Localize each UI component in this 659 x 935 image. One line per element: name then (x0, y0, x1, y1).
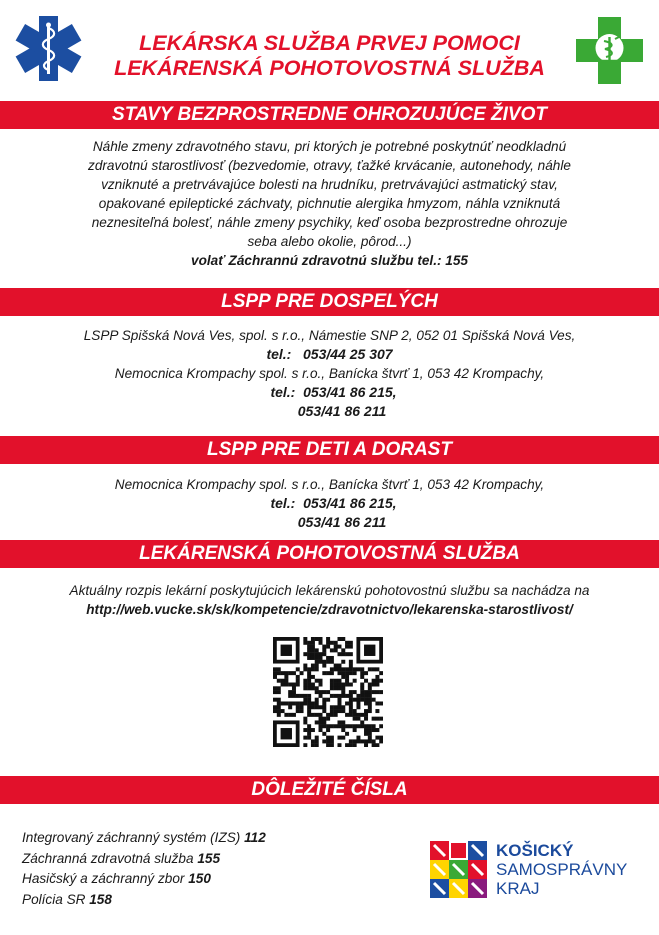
important-item-number: 155 (197, 850, 221, 866)
adults-place2-tel (0, 383, 659, 402)
children-phone1: 053/41 86 215, (303, 495, 397, 511)
emergency-line: opakované epileptické záchvaty, pichnutie alergika hmyzom, náhla vzniknutá (98, 196, 561, 211)
children-tel (0, 494, 659, 513)
emergency-call-line: volať Záchrannú zdravotnú službu tel.: 155 (191, 253, 468, 268)
emergency-description (0, 137, 659, 270)
emergency-line: seba alebo okolie, pôrod...) (247, 234, 412, 249)
important-item (22, 828, 266, 849)
pharmacy-block (0, 581, 659, 619)
section-heading-adults: LSPP PRE DOSPELÝCH (0, 288, 659, 316)
tel-label: tel.: (270, 495, 296, 511)
ksk-emblem-icon (430, 841, 487, 898)
emergency-line: vzniknuté a pretrvávajúce bolesti na hrudníku, pretrvávajúci astmatický stav, (101, 177, 558, 192)
children-place: Nemocnica Krompachy spol. s r.o., Banícka štvrť 1, 053 42 Krompachy, (114, 477, 545, 492)
important-item-label: Integrovaný záchranný systém (IZS) (22, 830, 241, 845)
important-item (22, 869, 266, 890)
section-heading-important: DÔLEŽITÉ ČÍSLA (0, 776, 659, 804)
important-item-number: 112 (244, 830, 266, 845)
children-block (0, 475, 659, 532)
ksk-line2: SAMOSPRÁVNY (496, 860, 628, 879)
section-heading-pharmacy: LEKÁRENSKÁ POHOTOVOSTNÁ SLUŽBA (0, 540, 659, 568)
section-heading-children: LSPP PRE DETI A DORAST (0, 436, 659, 464)
important-item (22, 890, 266, 911)
important-item-number: 158 (89, 891, 112, 907)
adults-place2: Nemocnica Krompachy spol. s r.o., Banícka štvrť 1, 053 42 Krompachy, (114, 366, 545, 381)
pharmacy-text: Aktuálny rozpis lekární poskytujúcich lekárenskú pohotovostnú službu sa nachádza na (69, 583, 590, 598)
important-item-label: Hasičský a záchranný zbor (22, 871, 189, 886)
important-item-label: Polícia SR (22, 891, 86, 907)
important-list (22, 828, 266, 910)
tel-label: tel.: (270, 384, 296, 400)
pharmacy-url-link[interactable]: http://web.vucke.sk/sk/kompetencie/zdravotnictvo/lekarenska-starostlivost/ (86, 602, 573, 617)
emergency-line: zdravotnú starostlivosť (bezvedomie, otravy, ťažké krvácanie, autonehody, náhle (88, 158, 571, 173)
page-title-line1: LEKÁRSKA SLUŽBA PRVEJ POMOCI (139, 31, 520, 55)
adults-place1: LSPP Spišská Nová Ves, spol. s r.o., Námestie SNP 2, 052 01 Spišská Nová Ves, (83, 328, 576, 343)
adults-place2-phone1: 053/41 86 215, (303, 384, 397, 400)
page-title-line2: LEKÁRENSKÁ POHOTOVOSTNÁ SLUŽBA (114, 56, 545, 80)
important-item-label: Záchranná zdravotná služba (22, 850, 194, 866)
ksk-line1: KOŠICKÝ (496, 841, 574, 860)
adults-place1-tel (0, 345, 659, 364)
qr-code (273, 637, 383, 747)
adults-place2-phone2: 053/41 86 211 (297, 403, 387, 419)
ksk-line3: KRAJ (496, 879, 540, 898)
adults-block (0, 326, 659, 421)
important-item-number: 150 (188, 871, 211, 886)
tel-label: tel.: (266, 346, 292, 362)
ksk-logo-text (496, 841, 627, 898)
children-phone2: 053/41 86 211 (297, 514, 387, 530)
section-heading-emergency: STAVY BEZPROSTREDNE OHROZUJÚCE ŽIVOT (0, 101, 659, 129)
emergency-line: Náhle zmeny zdravotného stavu, pri ktorých je potrebné poskytnúť neodkladnú (92, 139, 567, 154)
important-item (22, 849, 266, 870)
emergency-line: neznesiteľná bolesť, náhle zmeny psychiky, keď osoba bezprostredne ohrozuje (91, 215, 568, 230)
adults-place1-phone: 053/44 25 307 (303, 346, 393, 362)
